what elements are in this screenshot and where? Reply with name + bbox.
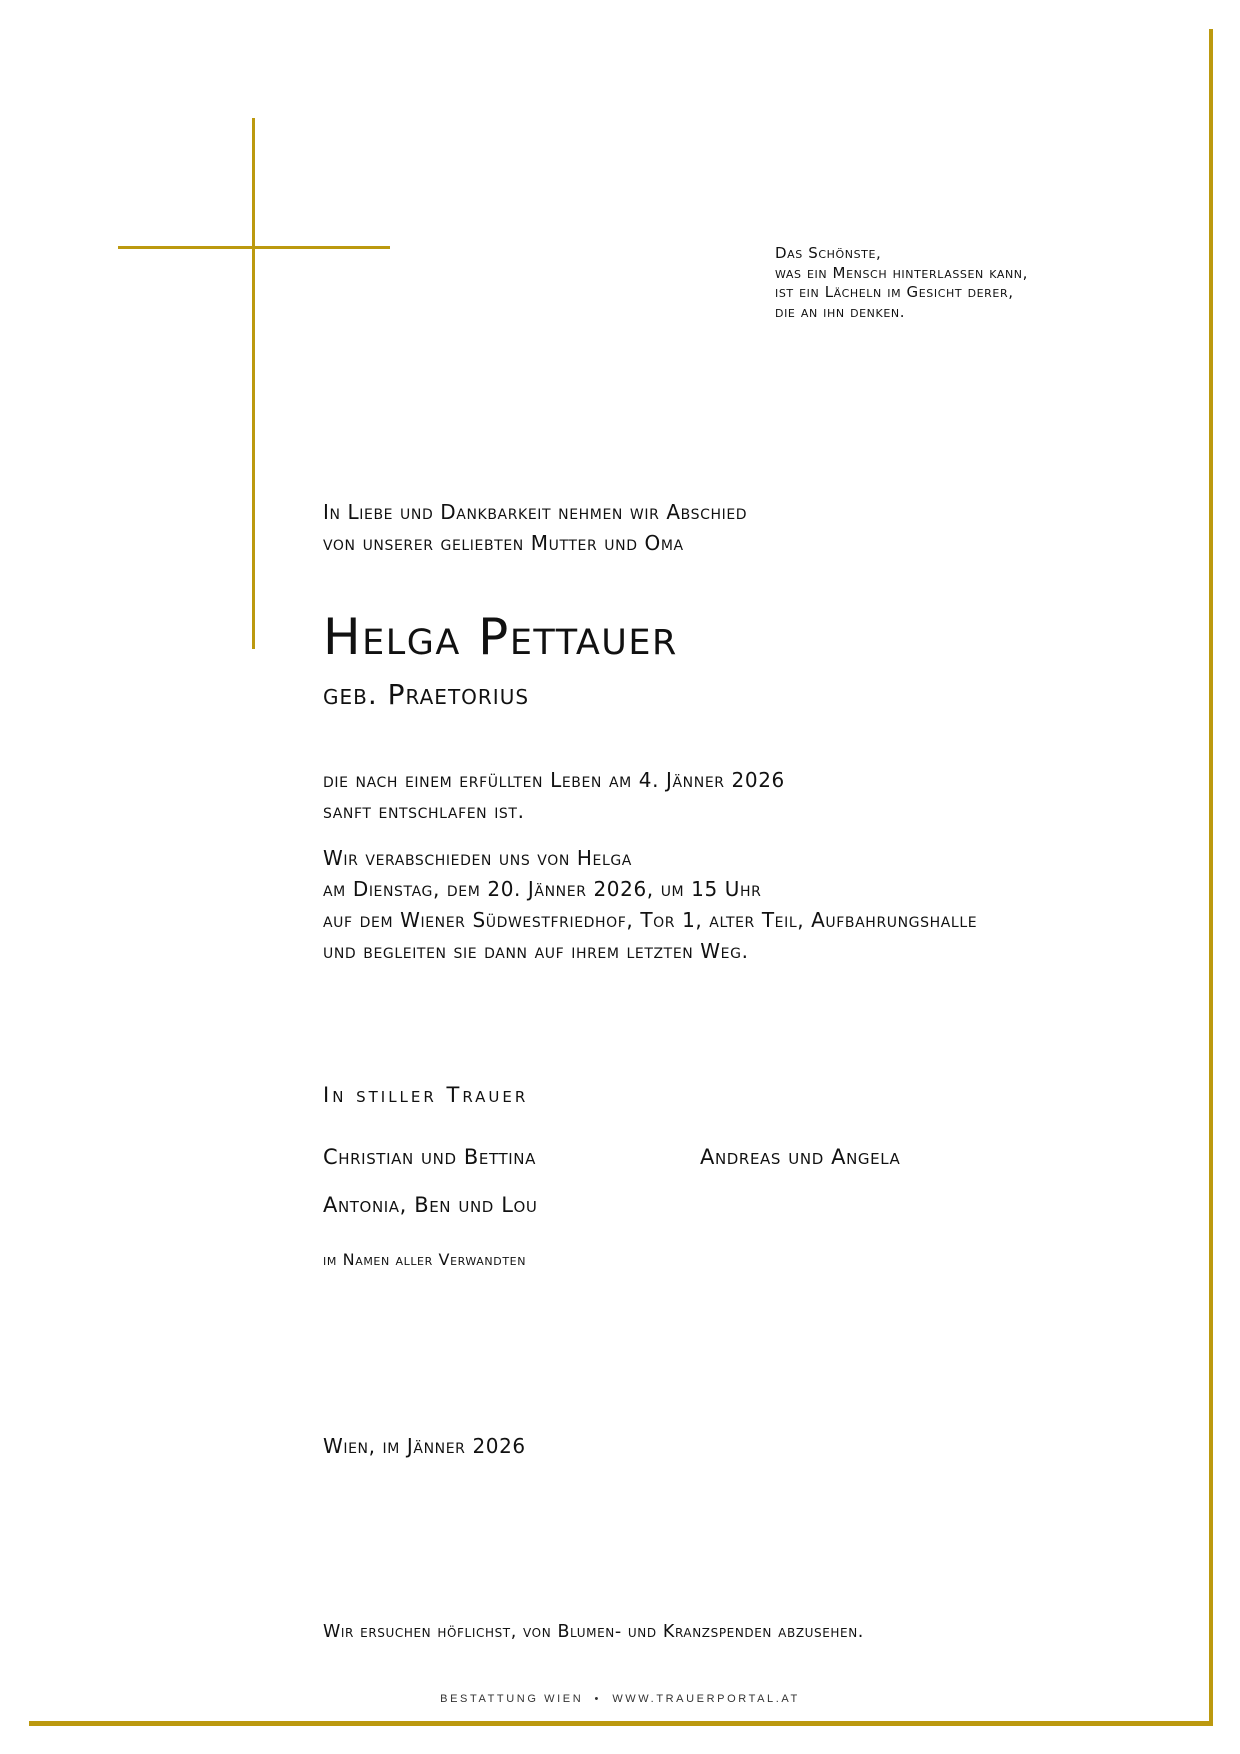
deceased-name: Helga Pettauer [323, 608, 678, 666]
mourner-name: Christian und Bettina [323, 1145, 536, 1169]
intro-line-1: In Liebe und Dankbarkeit nehmen wir Abschied [323, 500, 748, 524]
mourning-heading: In stiller Trauer [323, 1083, 529, 1107]
place-date: Wien, im Jänner 2026 [323, 1434, 526, 1458]
gold-frame-bottom [29, 1721, 1213, 1726]
funeral-line-4: und begleiten sie dann auf ihrem letzten Weg. [323, 939, 749, 963]
mourner-name: Antonia, Ben und Lou [323, 1193, 538, 1217]
gold-frame-right [1209, 29, 1213, 1726]
funeral-line-3: auf dem Wiener Südwestfriedhof, Tor 1, alter Teil, Aufbahrungshalle [323, 908, 978, 932]
cross-horizontal-bar [118, 246, 390, 249]
intro-line-2: von unserer geliebten Mutter und Oma [323, 531, 684, 555]
death-notice-line-2: sanft entschlafen ist. [323, 799, 525, 823]
motto-quote [775, 244, 1028, 322]
funeral-line-2: am Dienstag, dem 20. Jänner 2026, um 15 Uhr [323, 877, 762, 901]
motto-line: die an ihn denken. [775, 302, 906, 321]
motto-line: Das Schönste, [775, 244, 882, 262]
funeral-line-1: Wir verabschieden uns von Helga [323, 846, 632, 870]
death-notice-line-1: die nach einem erfüllten Leben am 4. Jänner 2026 [323, 768, 785, 792]
footer-imprint: BESTATTUNG WIEN • WWW.TRAUERPORTAL.AT [440, 1693, 800, 1705]
motto-line: was ein Mensch hinterlassen kann, [775, 263, 1029, 282]
mourner-name: Andreas und Angela [700, 1145, 901, 1169]
cross-vertical-bar [252, 118, 255, 649]
flower-request: Wir ersuchen höflichst, von Blumen- und Kranzspenden abzusehen. [323, 1622, 864, 1642]
motto-line: ist ein Lächeln im Gesicht derer, [775, 283, 1014, 301]
birth-name: geb. Praetorius [323, 678, 530, 711]
relatives-note: im Namen aller Verwandten [323, 1250, 527, 1269]
